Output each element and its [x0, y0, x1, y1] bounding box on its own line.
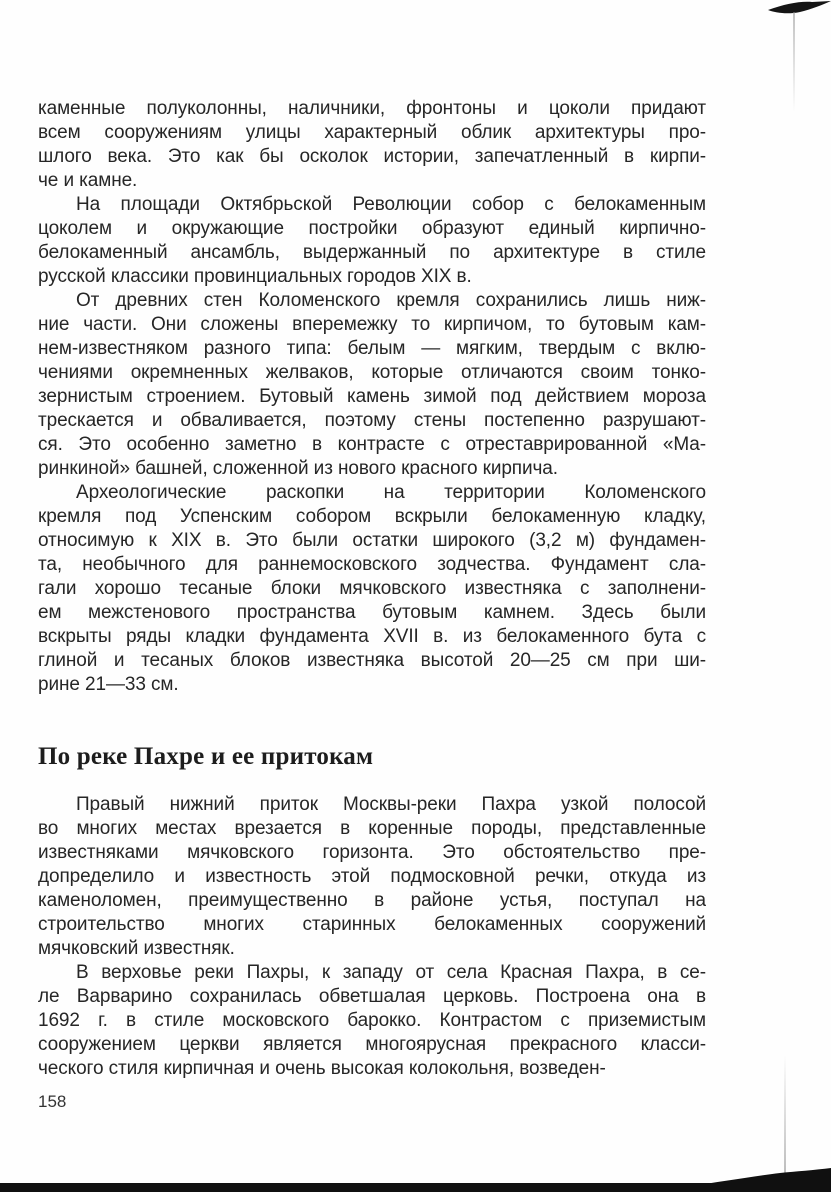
text-line: Археологические раскопки на территории Коломенского [76, 482, 706, 503]
paragraph [38, 481, 706, 697]
section-heading: По реке Пахре и ее притокам [38, 743, 374, 770]
page-text-block [38, 97, 706, 1112]
text-line: кремля под Успенским собором вскрыли белокаменную кладку, [38, 506, 706, 527]
text-line: че и камне. [38, 170, 138, 191]
text-line: каменные полуколонны, наличники, фронтоны и цоколи придают [38, 98, 706, 119]
text-line: чениями окремненных желваков, которые отличаются своим тонко- [38, 362, 706, 383]
scan-edge-artifact [0, 1183, 831, 1192]
text-line: белокаменный ансамбль, выдержанный по архитектуре в стиле [38, 242, 706, 263]
text-line: ем межстенового пространства бутовым камнем. Здесь были [38, 602, 706, 623]
scan-crease-artifact-top [793, 12, 795, 112]
text-line: рине 21—33 см. [38, 674, 179, 695]
paragraph [38, 97, 706, 193]
text-line: всем сооружениям улицы характерный облик архитектуры про- [38, 122, 706, 143]
text-line: каменоломен, преимущественно в районе устья, поступал на [38, 890, 706, 911]
text-line: относимую к XIX в. Это были остатки широкого (3,2 м) фундамен- [38, 530, 706, 551]
page-number: 158 [38, 1092, 67, 1111]
text-line: 1692 г. в стиле московского барокко. Контрастом с приземистым [38, 1010, 706, 1031]
text-line: ся. Это особенно заметно в контрасте с отреставрированной «Ма- [38, 434, 706, 455]
body-paragraphs-lower [38, 793, 706, 1081]
text-line: трескается и обваливается, поэтому стены постепенно разрушают- [38, 410, 706, 431]
text-line: шлого века. Это как бы осколок истории, запечатленный в кирпи- [38, 146, 706, 167]
text-line: На площади Октябрьской Революции собор с белокаменным [76, 194, 706, 215]
text-line: гали хорошо тесаные блоки мячковского известняка с заполнени- [38, 578, 706, 599]
text-line: В верховье реки Пахры, к западу от села Красная Пахра, в се- [76, 962, 706, 983]
text-line: нем-известняком разного типа: белым — мягким, твердым с вклю- [38, 338, 706, 359]
paragraph [38, 793, 706, 961]
text-line: цоколем и окружающие постройки образуют единый кирпично- [38, 218, 706, 239]
text-line: ле Варварино сохранилась обветшалая церковь. Построена она в [38, 986, 706, 1007]
text-line: От древних стен Коломенского кремля сохранились лишь ниж- [76, 290, 706, 311]
text-line: допределило и известность этой подмосковной речки, откуда из [38, 866, 706, 887]
text-line: строительство многих старинных белокаменных сооружений [38, 914, 706, 935]
text-line: зернистым строением. Бутовый камень зимой под действием мороза [38, 386, 706, 407]
text-line: ринкиной» башней, сложенной из нового красного кирпича. [38, 458, 558, 479]
paragraph [38, 289, 706, 481]
text-line: ние части. Они сложены вперемежку то кирпичом, то бутовым кам- [38, 314, 706, 335]
scan-crease-artifact-bottom [784, 1055, 786, 1181]
page-corner-fold-artifact [761, 0, 831, 30]
text-line: сооружением церкви является многоярусная прекрасного класси- [38, 1034, 706, 1055]
text-line: та, необычного для раннемосковского зодчества. Фундамент сла- [38, 554, 706, 575]
text-line: глиной и тесаных блоков известняка высотой 20—25 см при ши- [38, 650, 706, 671]
paragraph [38, 193, 706, 289]
text-line: ческого стиля кирпичная и очень высокая колокольня, возведен- [38, 1058, 606, 1079]
text-line: Правый нижний приток Москвы-реки Пахра узкой полосой [76, 794, 706, 815]
text-line: русской классики провинциальных городов XIX в. [38, 266, 472, 287]
text-line: вскрыты ряды кладки фундамента XVII в. из белокаменного бута с [38, 626, 706, 647]
paragraph [38, 961, 706, 1081]
text-line: во многих местах врезается в коренные породы, представленные [38, 818, 706, 839]
text-line: известняками мячковского горизонта. Это обстоятельство пре- [38, 842, 706, 863]
body-paragraphs-upper [38, 97, 706, 697]
text-line: мячковский известняк. [38, 938, 235, 959]
